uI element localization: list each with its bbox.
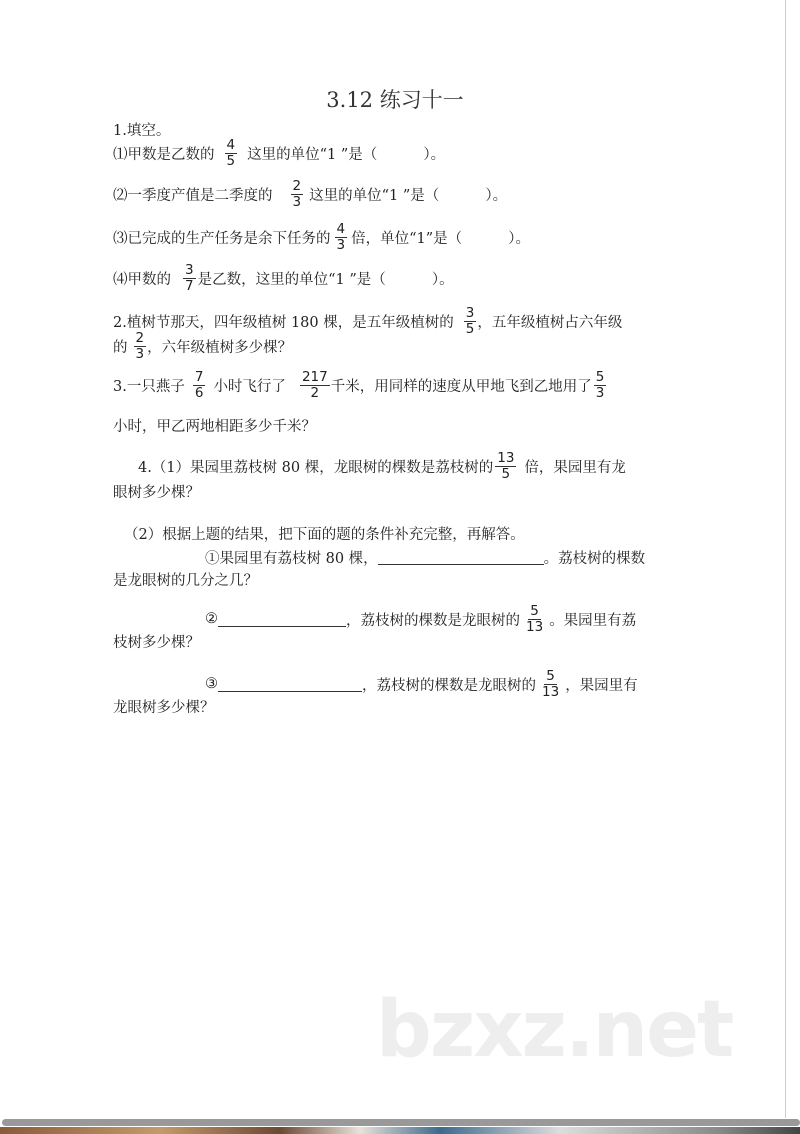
fraction (134, 331, 147, 362)
denominator: 3 (292, 193, 302, 210)
text: ，五年级植树占六年级 (477, 314, 623, 331)
denominator: 3 (135, 345, 145, 362)
q4-condition-3-line-2: 龙眼树多少棵？ (113, 699, 215, 716)
q4-condition-1-line-2: 是龙眼树的几分之几？ (113, 572, 258, 589)
fraction (193, 370, 206, 401)
q4-condition-3 (205, 669, 638, 699)
denominator: 2 (310, 384, 320, 401)
denominator: 7 (185, 277, 194, 294)
answer-blank[interactable] (378, 550, 544, 565)
text: 这里的单位“1 ”是（ ）。 (247, 146, 446, 163)
text: 的 (113, 339, 128, 356)
fraction (526, 604, 543, 635)
q1-item-2 (113, 179, 507, 209)
watermark: bzxz.net (376, 985, 733, 1075)
text: ，果园里有 (565, 677, 638, 694)
q3-line-2: 小时，甲乙两地相距多少千米？ (113, 418, 316, 435)
fraction (300, 370, 330, 401)
text: ② (205, 611, 218, 627)
text: 是乙数，这里的单位“1 ”是（ ）。 (197, 271, 454, 288)
text: ⑴甲数是乙数的 (113, 146, 215, 163)
q4-part2-heading: （2）根据上题的结果，把下面的题的条件补充完整，再解答。 (124, 526, 525, 543)
text: 小时飞行了 (213, 378, 286, 395)
text: 倍，单位“1”是（ ）。 (351, 230, 530, 247)
numerator: 13 (497, 449, 515, 466)
text: ⑶已完成的生产任务是余下任务的 (113, 230, 331, 247)
text: 4.（1）果园里荔枝树 80 棵，龙眼树的棵数是荔枝树的 (138, 459, 494, 476)
numerator: 2 (135, 329, 145, 346)
horizontal-scrollbar[interactable] (2, 1119, 800, 1126)
denominator: 5 (465, 320, 475, 337)
q1-item-3 (113, 222, 530, 252)
q1-item-1 (113, 138, 445, 168)
numerator: 5 (595, 368, 605, 385)
fraction (225, 138, 238, 169)
text: 2.植树节那天，四年级植树 180 棵，是五年级植树的 (113, 314, 454, 331)
fraction (335, 222, 348, 253)
text: ⑵一季度产值是二季度的 (113, 187, 273, 204)
text: ，荔枝树的棵数是龙眼树的 (362, 677, 536, 694)
fraction (291, 179, 304, 210)
numerator: 3 (185, 261, 194, 278)
numerator: 5 (530, 602, 539, 619)
text: 倍，果园里有龙 (524, 459, 626, 476)
q1-item-4 (113, 263, 454, 293)
denominator: 3 (595, 384, 605, 401)
numerator: 217 (301, 368, 328, 385)
denominator: 13 (542, 683, 560, 700)
q1-heading: 1.填空。 (113, 122, 171, 139)
numerator: 2 (292, 177, 302, 194)
text: ，荔枝树的棵数是龙眼树的 (346, 612, 520, 629)
text: ①果园里有荔枝树 80 棵， (205, 550, 378, 567)
background-image-strip (0, 1127, 800, 1134)
q2-line-2 (113, 331, 292, 361)
text: ③ (205, 676, 218, 692)
text: 。果园里有荔 (549, 612, 637, 629)
numerator: 5 (546, 667, 555, 684)
fraction (594, 370, 607, 401)
answer-blank[interactable] (218, 612, 346, 627)
denominator: 13 (526, 618, 544, 635)
page-title: 3.12 练习十一 (326, 88, 464, 112)
denominator: 5 (226, 152, 236, 169)
text: 。荔枝树的棵数 (543, 550, 646, 567)
q4-part1-line-2: 眼树多少棵？ (113, 484, 200, 501)
denominator: 5 (501, 465, 511, 482)
text: ，六年级植树多少棵？ (147, 339, 293, 356)
q4-condition-2 (205, 604, 636, 634)
fraction (542, 669, 559, 700)
text: ⑷甲数的 (113, 271, 171, 288)
denominator: 3 (336, 236, 346, 253)
text: 3.一只燕子 (113, 378, 185, 395)
fraction (464, 306, 477, 337)
q4-condition-1 (205, 542, 645, 572)
q3-line-1 (113, 370, 608, 400)
fraction (183, 263, 196, 294)
denominator: 6 (194, 384, 204, 401)
answer-blank[interactable] (218, 677, 362, 692)
text: 这里的单位“1 ”是（ ）。 (309, 187, 508, 204)
text: 千米，用同样的速度从甲地飞到乙地用了 (330, 378, 592, 395)
fraction (495, 451, 516, 482)
numerator: 7 (194, 368, 204, 385)
q4-condition-2-line-2: 枝树多少棵？ (113, 634, 200, 651)
numerator: 4 (336, 220, 346, 237)
numerator: 4 (226, 136, 236, 153)
q4-part1-line-1 (138, 451, 626, 481)
numerator: 3 (465, 304, 475, 321)
